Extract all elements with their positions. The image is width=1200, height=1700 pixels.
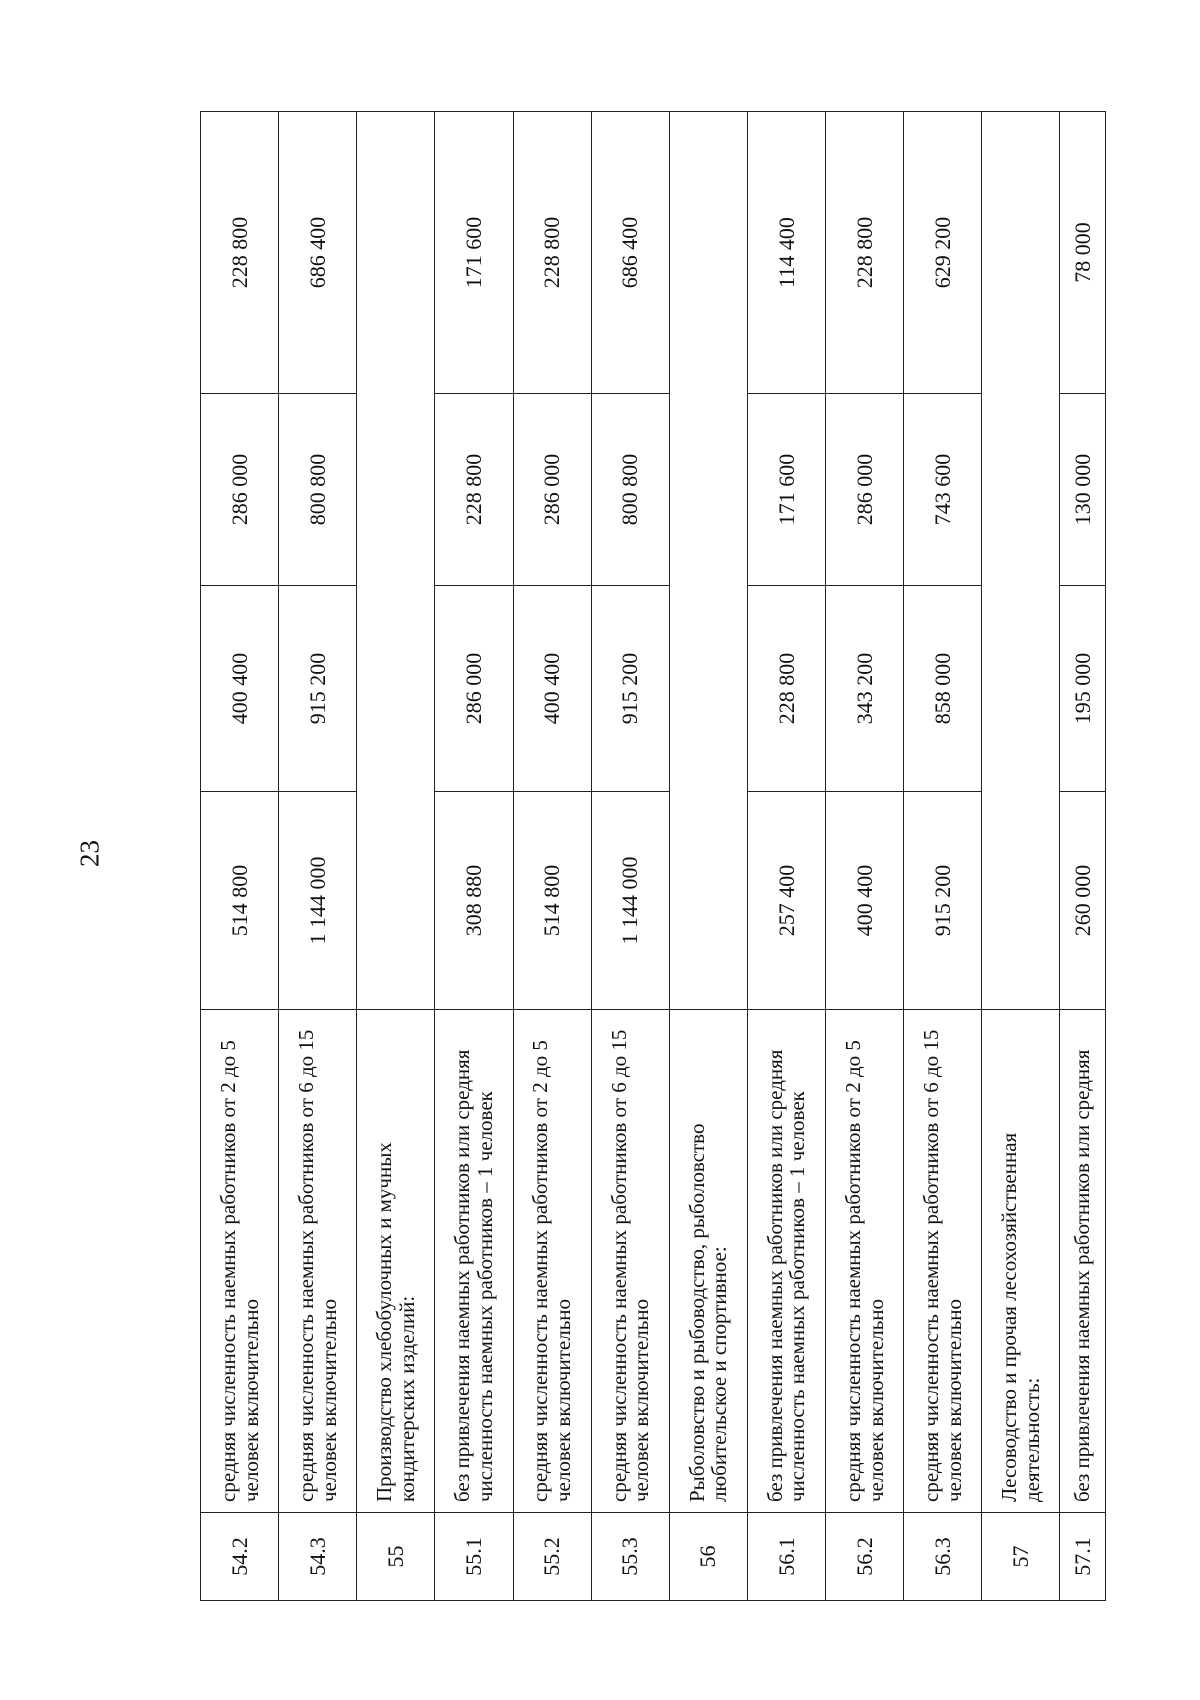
rate-value: 260 000 <box>1060 792 1106 1010</box>
row-number: 56.1 <box>747 1513 825 1601</box>
row-number: 57 <box>982 1513 1060 1601</box>
rate-value: 286 000 <box>201 394 279 586</box>
rate-value: 343 200 <box>826 586 904 792</box>
table-row <box>1060 112 1106 1601</box>
rate-value: 114 400 <box>747 112 825 394</box>
rate-value: 400 400 <box>513 586 591 792</box>
row-description: без привлечения наемных работников или средняя численность наемных работников – 1 человек <box>435 1010 513 1513</box>
row-number: 55 <box>357 1513 435 1601</box>
rate-value: 308 880 <box>435 792 513 1010</box>
section-row <box>982 112 1060 1601</box>
rate-value: 800 800 <box>279 394 357 586</box>
rate-value: 743 600 <box>904 394 982 586</box>
table-row <box>747 112 825 1601</box>
rate-value: 78 000 <box>1060 112 1106 394</box>
row-number: 54.2 <box>201 1513 279 1601</box>
rate-value: 400 400 <box>201 586 279 792</box>
table-body <box>201 112 1106 1601</box>
rate-value: 686 400 <box>591 112 669 394</box>
rate-value: 228 800 <box>747 586 825 792</box>
rate-value: 195 000 <box>1060 586 1106 792</box>
section-row <box>357 112 435 1601</box>
row-description: без привлечения наемных работников или средняя численность наемных работников – 1 человек <box>747 1010 825 1513</box>
table-row <box>279 112 357 1601</box>
row-number: 55.2 <box>513 1513 591 1601</box>
rate-value: 171 600 <box>747 394 825 586</box>
row-number: 56.2 <box>826 1513 904 1601</box>
section-row <box>669 112 747 1601</box>
row-number: 55.1 <box>435 1513 513 1601</box>
rate-value: 800 800 <box>591 394 669 586</box>
table-row <box>591 112 669 1601</box>
row-number: 55.3 <box>591 1513 669 1601</box>
rates-table-container <box>200 112 1106 1601</box>
rate-value: 171 600 <box>435 112 513 394</box>
rates-table <box>200 111 1106 1601</box>
rate-value: 228 800 <box>513 112 591 394</box>
rate-value: 286 000 <box>826 394 904 586</box>
rate-value: 1 144 000 <box>279 792 357 1010</box>
row-number: 56.3 <box>904 1513 982 1601</box>
row-number: 57.1 <box>1060 1513 1106 1601</box>
rate-value: 400 400 <box>826 792 904 1010</box>
rate-value: 514 800 <box>513 792 591 1010</box>
rate-value: 257 400 <box>747 792 825 1010</box>
row-description: средняя численность наемных работников от 2 до 5 человек включительно <box>201 1010 279 1513</box>
rate-value: 228 800 <box>201 112 279 394</box>
row-description: средняя численность наемных работников от 6 до 15 человек включительно <box>591 1010 669 1513</box>
section-title: Лесоводство и прочая лесохозяйственная деятельность: <box>982 1010 1060 1513</box>
section-empty-cell <box>982 112 1060 1010</box>
section-empty-cell <box>669 112 747 1010</box>
rate-value: 915 200 <box>279 586 357 792</box>
table-row <box>826 112 904 1601</box>
row-description: средняя численность наемных работников от 6 до 15 человек включительно <box>904 1010 982 1513</box>
row-description: без привлечения наемных работников или средняя <box>1060 1010 1106 1513</box>
section-empty-cell <box>357 112 435 1010</box>
rate-value: 228 800 <box>826 112 904 394</box>
rate-value: 286 000 <box>435 586 513 792</box>
table-row <box>201 112 279 1601</box>
row-description: средняя численность наемных работников от 6 до 15 человек включительно <box>279 1010 357 1513</box>
rate-value: 228 800 <box>435 394 513 586</box>
table-row <box>904 112 982 1601</box>
rate-value: 686 400 <box>279 112 357 394</box>
rate-value: 915 200 <box>904 792 982 1010</box>
table-row <box>435 112 513 1601</box>
rate-value: 1 144 000 <box>591 792 669 1010</box>
rate-value: 286 000 <box>513 394 591 586</box>
table-row <box>513 112 591 1601</box>
row-number: 56 <box>669 1513 747 1601</box>
rate-value: 514 800 <box>201 792 279 1010</box>
row-description: средняя численность наемных работников от 2 до 5 человек включительно <box>513 1010 591 1513</box>
row-number: 54.3 <box>279 1513 357 1601</box>
rate-value: 858 000 <box>904 586 982 792</box>
rate-value: 915 200 <box>591 586 669 792</box>
rate-value: 629 200 <box>904 112 982 394</box>
rate-value: 130 000 <box>1060 394 1106 586</box>
page-number: 23 <box>74 840 105 867</box>
section-title: Рыболовство и рыбоводство, рыболовство любительское и спортивное: <box>669 1010 747 1513</box>
section-title: Производство хлебобулочных и мучных кондитерских изделий: <box>357 1010 435 1513</box>
row-description: средняя численность наемных работников от 2 до 5 человек включительно <box>826 1010 904 1513</box>
